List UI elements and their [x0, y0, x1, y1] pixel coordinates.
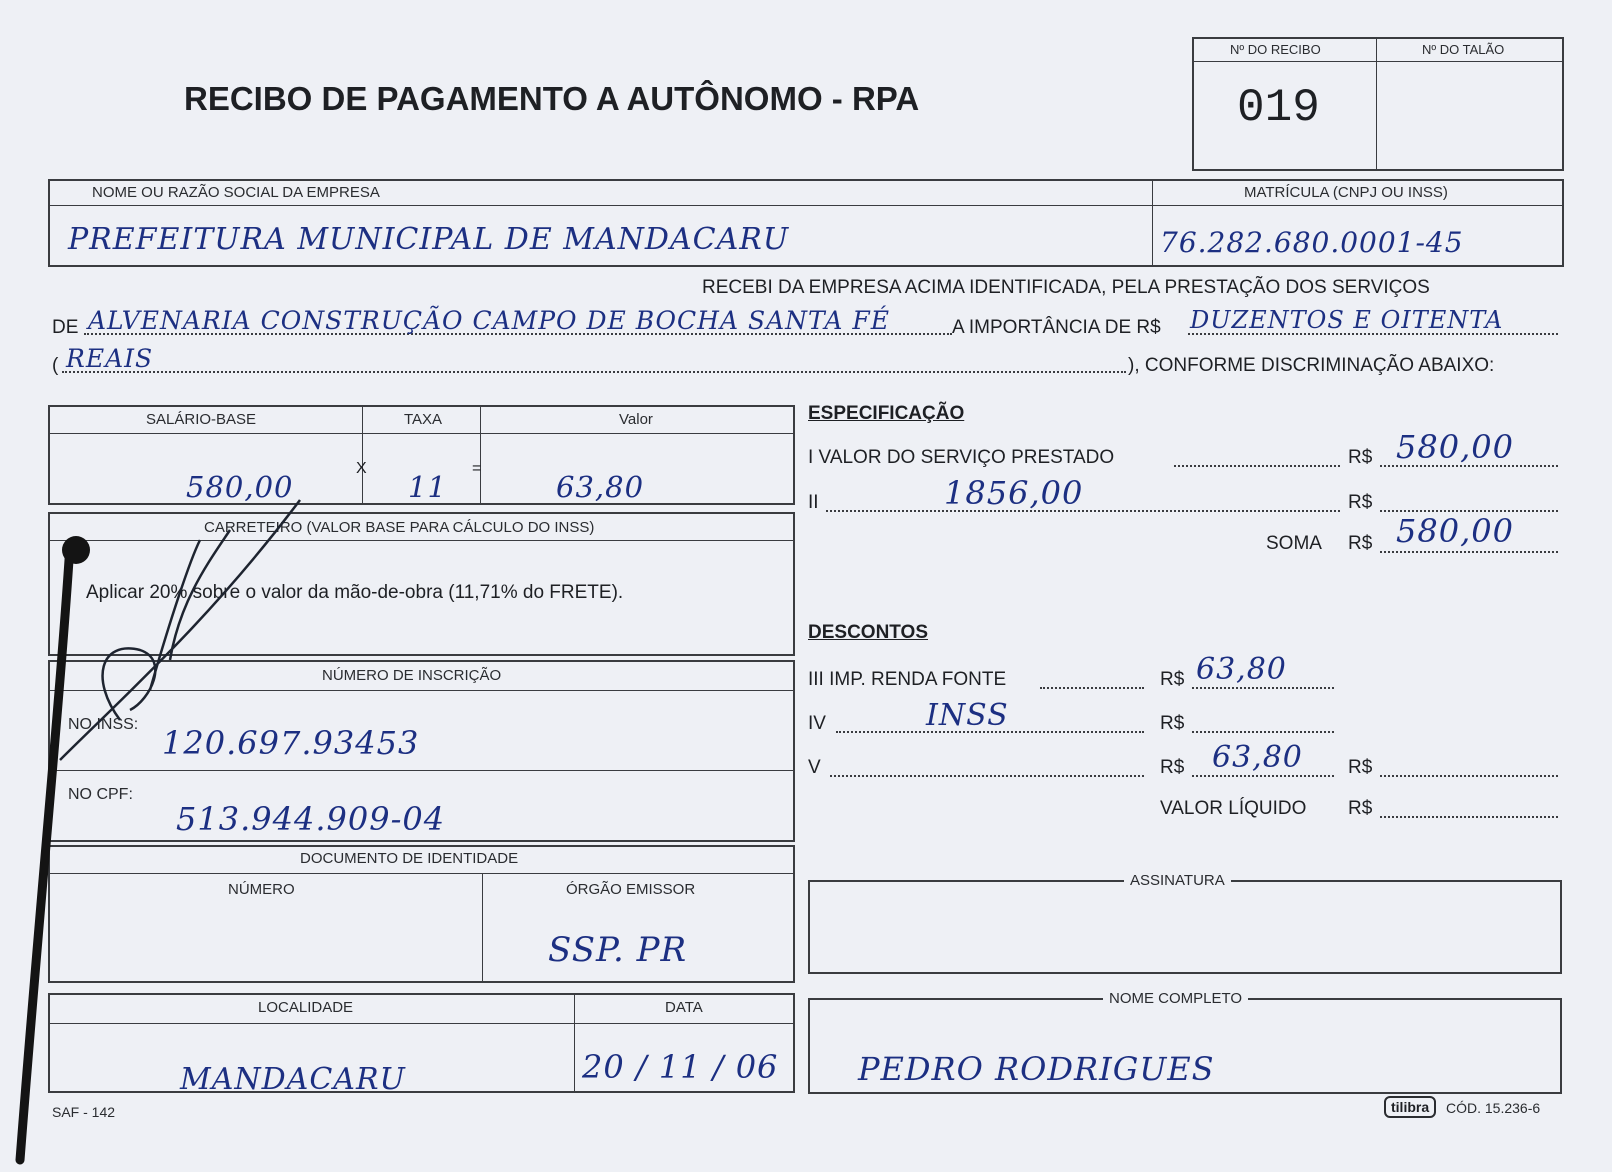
rubric-signature: [60, 500, 300, 760]
data-value: 20 / 11 / 06: [582, 1048, 779, 1086]
desc-v-value: 63,80: [1212, 740, 1303, 775]
desc-v-rs: R$: [1160, 757, 1185, 778]
matricula-label: MATRÍCULA (CNPJ OU INSS): [1244, 184, 1448, 201]
declaracao-line1: RECEBI DA EMPRESA ACIMA IDENTIFICADA, PELA PRESTAÇÃO DOS SERVIÇOS: [702, 277, 1430, 298]
carreteiro-text: Aplicar 20% sobre o valor da mão-de-obra (11,71% do FRETE).: [86, 582, 624, 603]
identidade-label: DOCUMENTO DE IDENTIDADE: [300, 850, 519, 867]
desc-iii-label: III IMP. RENDA FONTE: [808, 669, 1007, 690]
orgao-emissor-value: SSP. PR: [548, 930, 688, 970]
spec-i-rs: R$: [1348, 447, 1373, 468]
cpf-value: 513.944.909-04: [176, 800, 446, 838]
desc-iv-rs: R$: [1160, 713, 1185, 734]
data-label: DATA: [665, 999, 703, 1016]
inss-label: NO INSS:: [68, 716, 139, 733]
nome-completo-value: PEDRO RODRIGUES: [858, 1050, 1215, 1088]
reais-value: REAIS: [66, 344, 154, 373]
identidade-numero-label: NÚMERO: [228, 881, 295, 898]
form-code: SAF - 142: [52, 1104, 116, 1120]
desc-iv-label: IV: [808, 713, 826, 734]
desc-iii-value: 63,80: [1196, 652, 1287, 687]
assinatura-label: ASSINATURA: [1124, 872, 1231, 889]
eq-sign: =: [472, 460, 482, 477]
servico-value: ALVENARIA CONSTRUÇÃO CAMPO DE BOCHA SANTA FÉ: [88, 306, 890, 335]
valor-liquido-label: VALOR LÍQUIDO: [1160, 798, 1307, 819]
spec-ii-hand: 1856,00: [944, 474, 1084, 512]
spec-i-label: I VALOR DO SERVIÇO PRESTADO: [808, 447, 1115, 468]
cpf-label: NO CPF:: [68, 786, 133, 803]
importancia-extenso: DUZENTOS E OITENTA: [1190, 306, 1504, 334]
matricula-value: 76.282.680.0001-45: [1160, 226, 1464, 259]
valor-liquido-rs: R$: [1348, 798, 1373, 819]
desc-iv-hand: INSS: [926, 698, 1009, 733]
taxa-value: 11: [408, 470, 447, 504]
orgao-emissor-label: ÓRGÃO EMISSOR: [566, 881, 696, 898]
conforme-label: ), CONFORME DISCRIMINAÇÃO ABAIXO:: [1128, 355, 1495, 376]
margin-stroke: [20, 545, 70, 1160]
importancia-label: A IMPORTÂNCIA DE R$: [952, 317, 1161, 338]
valor-label: Valor: [619, 411, 653, 428]
ink-blot: [62, 536, 90, 564]
talao-label: Nº DO TALÃO: [1422, 42, 1505, 57]
carreteiro-label: CARRETEIRO (VALOR BASE PARA CÁLCULO DO INSS): [204, 519, 595, 536]
salario-label: SALÁRIO-BASE: [146, 411, 257, 428]
nome-completo-label: NOME COMPLETO: [1103, 990, 1248, 1007]
recibo-label: Nº DO RECIBO: [1230, 42, 1321, 57]
inss-value: 120.697.93453: [162, 724, 420, 762]
spec-i-value: 580,00: [1396, 428, 1514, 466]
taxa-label: TAXA: [404, 411, 443, 428]
localidade-label: LOCALIDADE: [258, 999, 354, 1016]
empresa-nome-label: NOME OU RAZÃO SOCIAL DA EMPRESA: [92, 184, 380, 201]
paren-open: (: [52, 355, 59, 376]
document-title: RECIBO DE PAGAMENTO A AUTÔNOMO - RPA: [184, 80, 920, 117]
salario-value: 580,00: [186, 470, 294, 504]
declaracao-de-label: DE: [52, 317, 79, 338]
soma-value: 580,00: [1396, 512, 1514, 550]
valor-value: 63,80: [556, 470, 645, 504]
localidade-value: MANDACARU: [180, 1062, 406, 1097]
spec-ii-rs: R$: [1348, 492, 1373, 513]
recibo-number: 019: [1237, 82, 1320, 134]
spec-ii-label: II: [808, 492, 819, 513]
cod-label: CÓD. 15.236-6: [1446, 1100, 1541, 1116]
especificacao-title: ESPECIFICAÇÃO: [808, 403, 965, 424]
desc-v-total-rs: R$: [1348, 757, 1373, 778]
desc-v-label: V: [808, 757, 821, 778]
brand-logo: tilibra: [1384, 1096, 1436, 1118]
desc-iii-rs: R$: [1160, 669, 1185, 690]
empresa-nome-value: PREFEITURA MUNICIPAL DE MANDACARU: [68, 222, 790, 257]
inscricao-label: NÚMERO DE INSCRIÇÃO: [322, 667, 502, 684]
x-sign: X: [356, 460, 367, 477]
descontos-title: DESCONTOS: [808, 622, 929, 643]
soma-label: SOMA: [1266, 533, 1322, 554]
soma-rs: R$: [1348, 533, 1373, 554]
